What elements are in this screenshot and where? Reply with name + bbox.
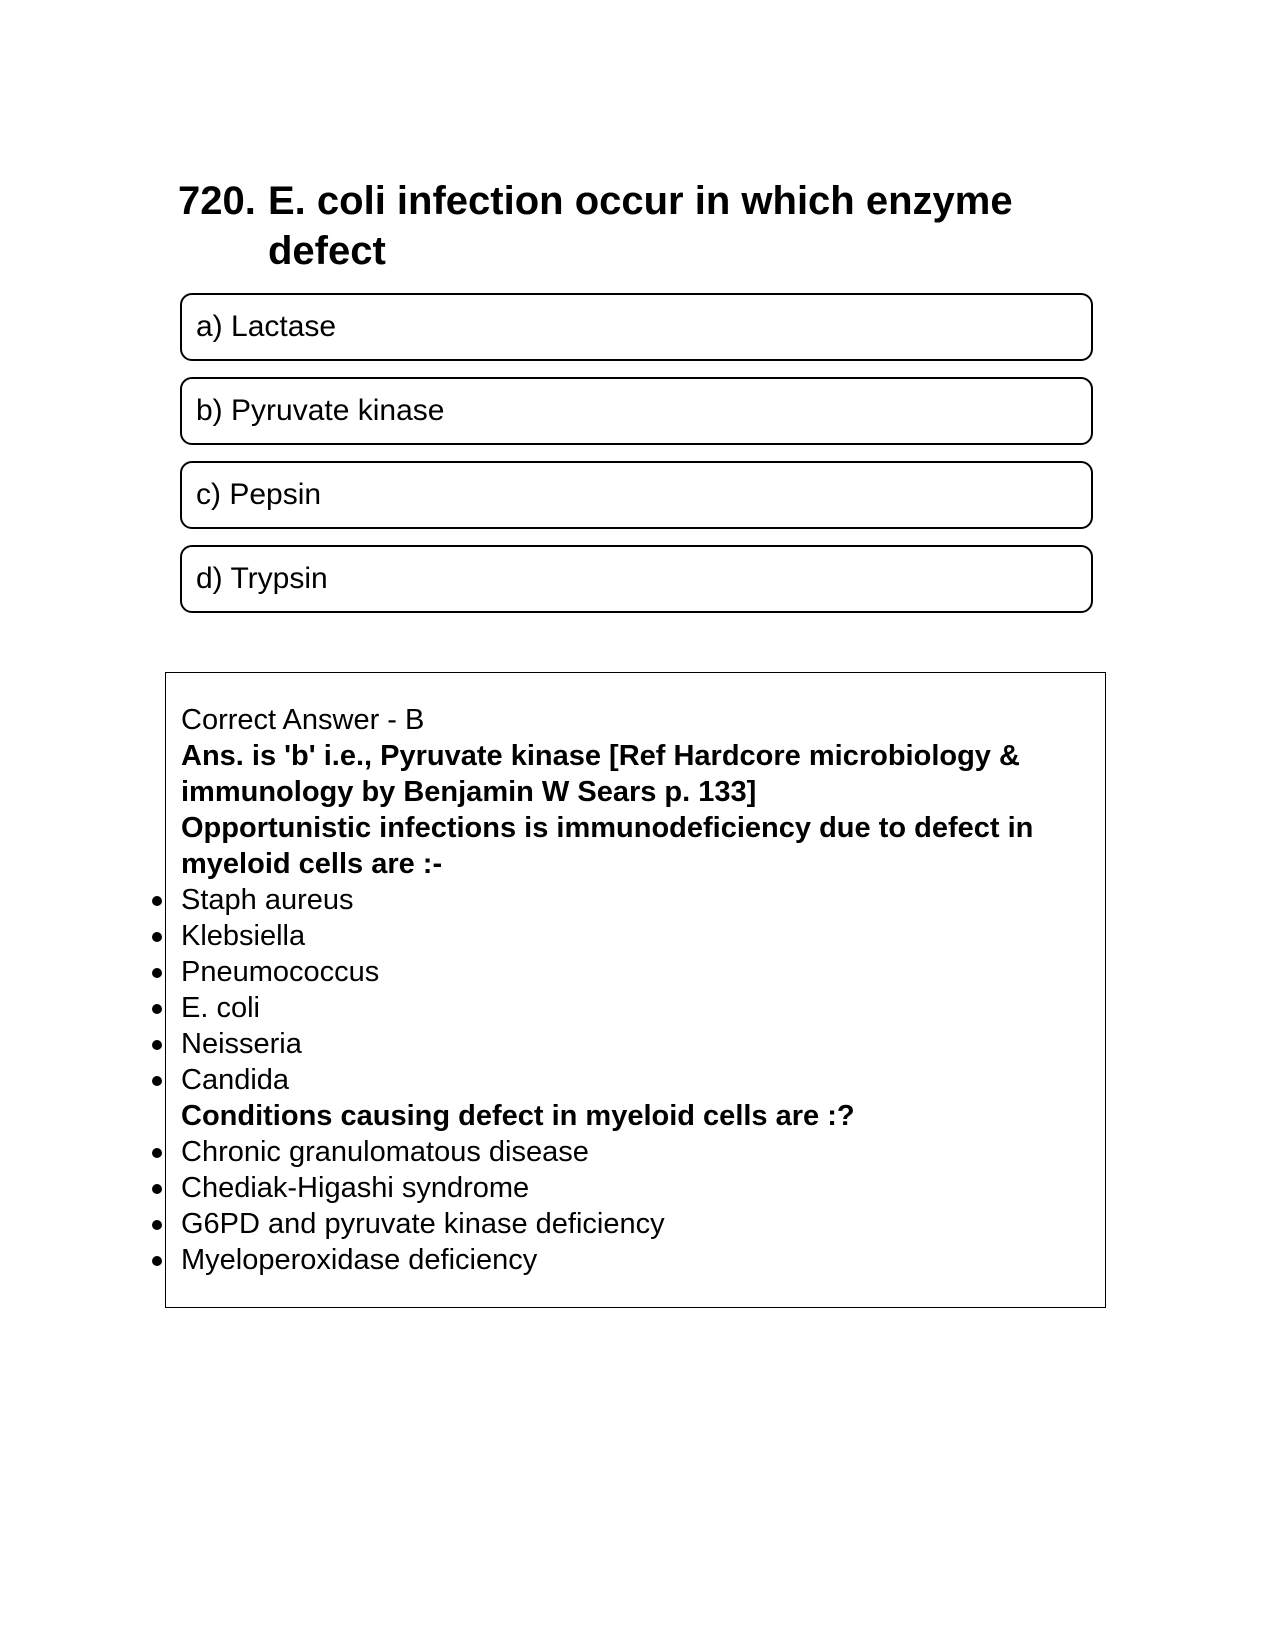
- options-list: [180, 293, 1093, 629]
- option-d[interactable]: d) Trypsin: [180, 545, 1093, 613]
- question-number: 720.: [178, 179, 256, 223]
- list-item: Pneumococcus: [181, 954, 1081, 990]
- option-b[interactable]: b) Pyruvate kinase: [180, 377, 1093, 445]
- question-text: E. coli infection occur in which enzyme defect: [268, 179, 1013, 273]
- question-heading: [178, 176, 1078, 276]
- list-item: Staph aureus: [181, 882, 1081, 918]
- list-item: Neisseria: [181, 1026, 1081, 1062]
- list-item: G6PD and pyruvate kinase deficiency: [181, 1206, 1081, 1242]
- list-item: Klebsiella: [181, 918, 1081, 954]
- opportunistic-infections-heading: Opportunistic infections is immunodeficiency due to defect in myeloid cells are :-: [181, 812, 1034, 880]
- option-a[interactable]: a) Lactase: [180, 293, 1093, 361]
- opportunistic-infections-list: [181, 882, 1081, 1098]
- list-item: Candida: [181, 1062, 1081, 1098]
- list-item: E. coli: [181, 990, 1081, 1026]
- list-item: Chronic granulomatous disease: [181, 1134, 1081, 1170]
- conditions-heading: Conditions causing defect in myeloid cells are :?: [181, 1100, 855, 1132]
- correct-answer: Correct Answer - B: [181, 704, 425, 736]
- answer-content: [181, 702, 1081, 1278]
- answer-explanation: Ans. is 'b' i.e., Pyruvate kinase [Ref Hardcore microbiology & immunology by Benjamin W Sears p. 133]: [181, 740, 1020, 808]
- list-item: Chediak-Higashi syndrome: [181, 1170, 1081, 1206]
- list-item: Myeloperoxidase deficiency: [181, 1242, 1081, 1278]
- conditions-list: [181, 1134, 1081, 1278]
- option-c[interactable]: c) Pepsin: [180, 461, 1093, 529]
